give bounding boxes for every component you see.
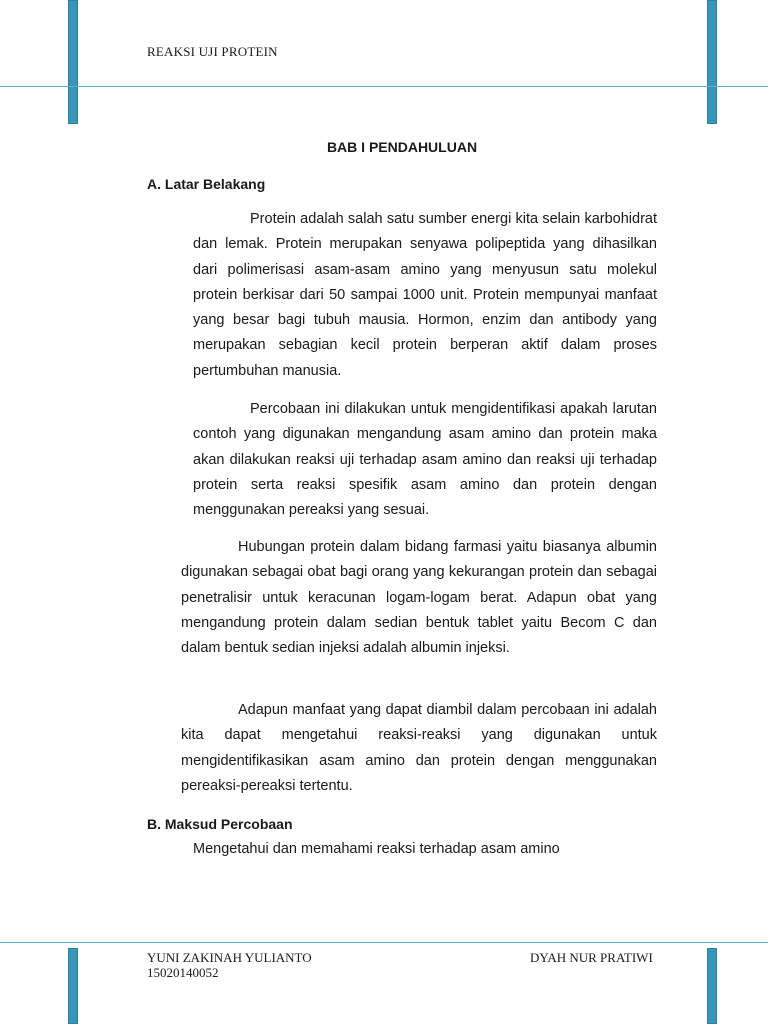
footer-right-name: DYAH NUR PRATIWI [530, 950, 653, 965]
bottom-right-accent-bar [707, 948, 717, 1024]
header-rule [0, 86, 768, 87]
paragraph-4: Adapun manfaat yang dapat diambil dalam percobaan ini adalah kita dapat mengetahui reaksi-reaksi yang digunakan untuk mengidentifikasikan asam amino dan protein dengan menggunakan pereaksi-pereaksi tertentu. [181, 702, 657, 794]
top-left-accent-bar [68, 0, 78, 124]
chapter-title: BAB I PENDAHULUAN [326, 139, 478, 155]
paragraph-2: Percobaan ini dilakukan untuk mengidentifikasi apakah larutan contoh yang digunakan mengandung asam amino dan protein maka akan dilakukan reaksi uji terhadap asam amino dan reaksi uji terhadap protein serta reaksi spesifik asam amino dan protein dengan menggunakan pereaksi yang sesuai. [193, 401, 657, 519]
paragraph-3: Hubungan protein dalam bidang farmasi yaitu biasanya albumin digunakan sebagai obat bagi orang yang kekurangan protein dan sebagai penetralisir untuk keracunan logam-logam berat. Adapun obat yang mengandung protein dalam sedian bentuk tablet yaitu Becom C dan dalam bentuk sedian injeksi adalah albumin injeksi. [181, 539, 657, 657]
paragraph-1: Protein adalah salah satu sumber energi kita selain karbohidrat dan lemak. Protein merupakan senyawa polipeptida yang dihasilkan dari polimerisasi asam-asam amino yang menyusun satu molekul protein berkisar dari 50 sampai 1000 unit. Protein mempunyai manfaat yang besar bagi tubuh mausia. Hormon, enzim dan antibody yang merupakan sebagian kecil protein berperan aktif dalam proses pertumbuhan manusia. [193, 211, 657, 379]
top-right-accent-bar [707, 0, 717, 124]
footer-rule [0, 942, 768, 943]
section-a-heading: A. Latar Belakang [147, 176, 266, 192]
footer-left-id: 15020140052 [147, 965, 219, 980]
running-header-title: REAKSI UJI PROTEIN [147, 44, 278, 59]
bottom-left-accent-bar [68, 948, 78, 1024]
footer-left-name: YUNI ZAKINAH YULIANTO [147, 950, 312, 965]
section-b-text: Mengetahui dan memahami reaksi terhadap asam amino [193, 841, 560, 857]
section-b-heading: B. Maksud Percobaan [147, 816, 293, 832]
